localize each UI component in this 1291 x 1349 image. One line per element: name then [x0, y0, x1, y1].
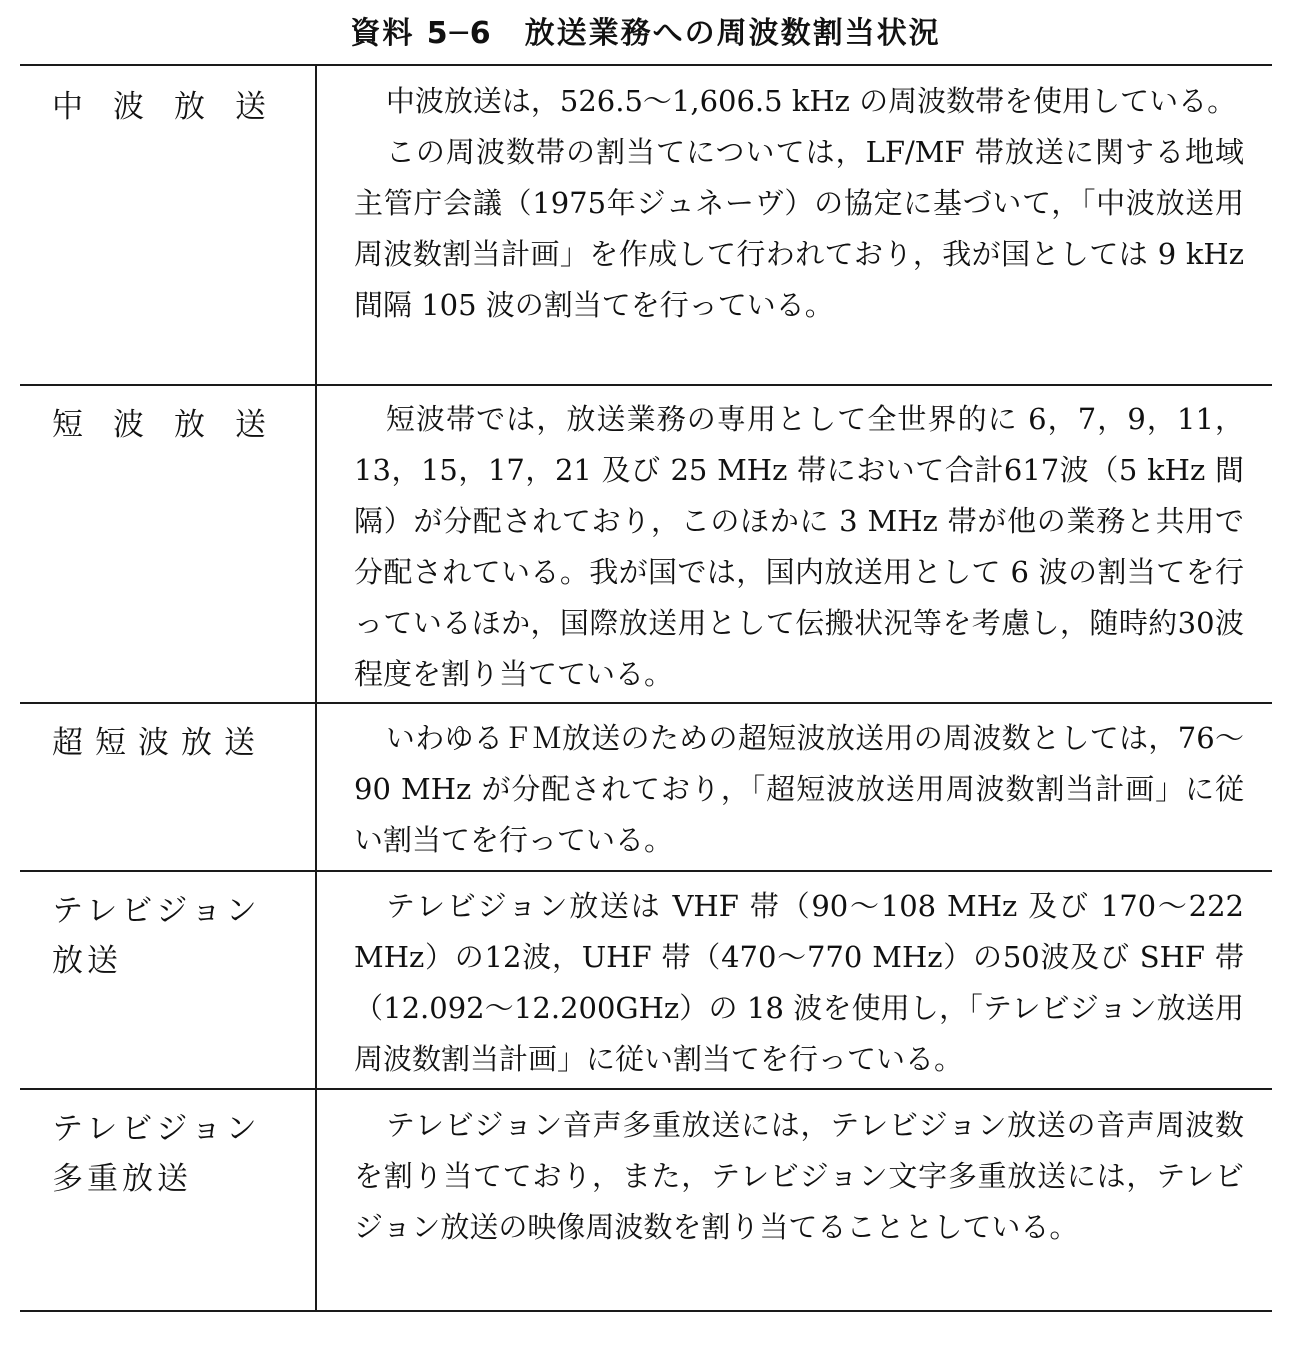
row-body-short-wave — [354, 394, 1244, 700]
row-label-medium-wave: 中波放送 — [52, 89, 296, 125]
row-body-tv-multiplex — [354, 1100, 1244, 1253]
row-label-short-wave: 短波放送 — [52, 407, 296, 443]
column-divider — [315, 386, 317, 702]
page-title: 資料 5─6 放送業務への周波数割当状況 — [350, 16, 941, 51]
row-body-television — [354, 881, 1244, 1085]
row-label-television: テレビジョン放送 — [52, 893, 261, 979]
row-divider — [20, 702, 1272, 704]
row-body-fm — [354, 713, 1244, 866]
table-bottom-rule — [20, 1310, 1272, 1312]
paragraph: テレビジョン放送は VHF 帯（90〜108 MHz 及び 170〜222 MHz）の12波，UHF 帯（470〜770 MHz）の50波及び SHF 帯（12.092〜12.200GHz）の 18 波を使用し，「テレビジョン放送用周波数割当計画」に従い割当てを行っている。 — [354, 889, 1244, 1076]
column-divider — [315, 66, 317, 384]
column-divider — [315, 872, 317, 1088]
table-top-rule — [20, 64, 1272, 66]
row-body-medium-wave — [354, 76, 1244, 331]
row-divider — [20, 1088, 1272, 1090]
column-divider — [315, 704, 317, 870]
paragraph: 中波放送は，526.5〜1,606.5 kHz の周波数帯を使用している。 — [385, 84, 1237, 118]
paragraph: 短波帯では，放送業務の専用として全世界的に 6，7，9，11，13，15，17，21 及び 25 MHz 帯において合計617波（5 kHz 間隔）が分配されており，このほかに 3 MHz 帯が他の業務と共用で分配されている。我が国では，国内放送用として 6 波の割当てを行っているほか，国際放送用として伝搬状況等を考慮し，随時約30波程度を割り当てている。 — [354, 402, 1244, 691]
row-label-tv-multiplex: テレビジョン多重放送 — [52, 1111, 261, 1197]
paragraph: テレビジョン音声多重放送には，テレビジョン放送の音声周波数を割り当てており，また，テレビジョン文字多重放送には，テレビジョン放送の映像周波数を割り当てることとしている。 — [354, 1108, 1244, 1244]
row-label-fm: 超短波放送 — [52, 725, 267, 761]
row-divider — [20, 384, 1272, 386]
paragraph: いわゆるＦＭ放送のための超短波放送用の周波数としては，76〜90 MHz が分配されており，「超短波放送用周波数割当計画」に従い割当てを行っている。 — [354, 721, 1244, 857]
row-divider — [20, 870, 1272, 872]
column-divider — [315, 1090, 317, 1310]
paragraph: この周波数帯の割当てについては，LF/MF 帯放送に関する地域主管庁会議（1975年ジュネーヴ）の協定に基づいて，「中波放送用周波数割当計画」を作成して行われており，我が国としては 9 kHz 間隔 105 波の割当てを行っている。 — [354, 135, 1244, 322]
